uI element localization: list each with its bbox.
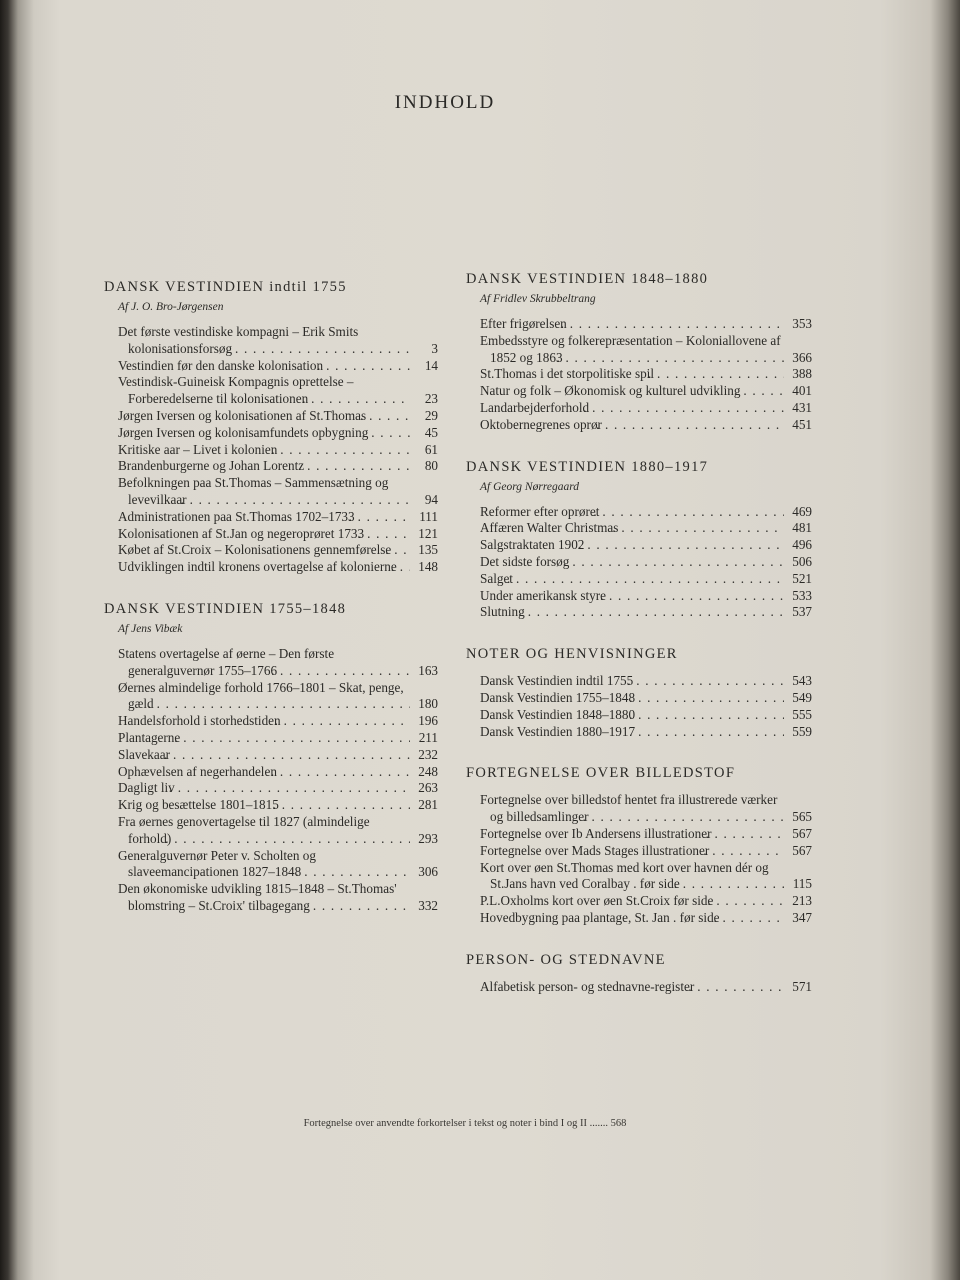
- entry-title: Alfabetisk person- og stednavne-register . . .: [480, 979, 784, 996]
- toc-section: [466, 270, 812, 434]
- toc-entry: [480, 383, 812, 400]
- entry-page-number: 567: [792, 825, 812, 841]
- entry-title: Kort over øen St.Thomas med kort over havnen dér og St.Jans havn ved Coralbay . før side . . .: [480, 860, 784, 894]
- toc-entry: [118, 408, 438, 425]
- toc-entry: [118, 764, 438, 781]
- entry-title: Dansk Vestindien 1848–1880 . . .: [480, 707, 784, 724]
- toc-entry: [118, 780, 438, 797]
- entry-page-number: 111: [419, 508, 438, 524]
- entry-page-number: 196: [418, 713, 438, 729]
- entry-page-number: 347: [792, 909, 812, 925]
- entry-page-number: 180: [418, 696, 438, 712]
- toc-entry: [480, 860, 812, 894]
- right-column: [466, 270, 812, 1020]
- toc-entry: [480, 504, 812, 521]
- entry-page-number: 571: [792, 978, 812, 994]
- entry-list: [480, 316, 812, 434]
- entry-list: [118, 646, 438, 915]
- toc-entry: [480, 554, 812, 571]
- entry-page-number: 521: [792, 570, 812, 586]
- toc-entry: [118, 713, 438, 730]
- toc-entry: [480, 417, 812, 434]
- entry-page-number: 211: [418, 729, 438, 745]
- entry-page-number: 45: [424, 424, 438, 440]
- entry-page-number: 306: [418, 864, 438, 880]
- toc-entry: [118, 509, 438, 526]
- entry-title: Dansk Vestindien 1880–1917 . . .: [480, 724, 784, 741]
- toc-entry: [480, 316, 812, 333]
- entry-page-number: 565: [792, 809, 812, 825]
- entry-page-number: 115: [792, 876, 812, 892]
- entry-page-number: 94: [424, 491, 438, 507]
- entry-page-number: 3: [431, 340, 438, 356]
- entry-page-number: 80: [424, 458, 438, 474]
- entry-title: St.Thomas i det storpolitiske spil . . .: [480, 366, 784, 383]
- entry-title: Jørgen Iversen og kolonisationen af St.Thomas . . .: [118, 408, 410, 425]
- entry-page-number: 559: [792, 723, 812, 739]
- entry-title: Fortegnelse over Mads Stages illustrationer . . .: [480, 843, 784, 860]
- toc-entry: [118, 848, 438, 882]
- toc-section: [466, 951, 812, 996]
- entry-title: Reformer efter oprøret . . .: [480, 504, 784, 521]
- entry-title: Hovedbygning paa plantage, St. Jan . før side . . .: [480, 910, 784, 927]
- toc-section: [104, 600, 438, 915]
- entry-page-number: 248: [418, 763, 438, 779]
- entry-title: P.L.Oxholms kort over øen St.Croix før side . . .: [480, 893, 784, 910]
- entry-title: Kritiske aar – Livet i kolonien . . .: [118, 442, 410, 459]
- section-author: Af Fridlev Skrubbeltrang: [480, 293, 596, 305]
- toc-entry: [118, 425, 438, 442]
- toc-entry: [118, 526, 438, 543]
- entry-list: [480, 504, 812, 622]
- entry-title: Handelsforhold i storhedstiden . . .: [118, 713, 410, 730]
- toc-entry: [480, 400, 812, 417]
- entry-page-number: 533: [792, 587, 812, 603]
- toc-entry: [118, 358, 438, 375]
- entry-page-number: 537: [792, 604, 812, 620]
- section-title: DANSK VESTINDIEN 1880–1917: [466, 458, 709, 475]
- entry-title: Øernes almindelige forhold 1766–1801 – Skat, penge, gæld . . .: [118, 680, 410, 714]
- entry-page-number: 481: [792, 520, 812, 536]
- toc-entry: [118, 646, 438, 680]
- entry-page-number: 332: [418, 897, 438, 913]
- entry-title: Krig og besættelse 1801–1815 . . .: [118, 797, 410, 814]
- entry-title: Befolkningen paa St.Thomas – Sammensætning og levevilkaar . . .: [118, 475, 410, 509]
- toc-entry: [118, 542, 438, 559]
- toc-entry: [480, 333, 812, 367]
- entry-title: Brandenburgerne og Johan Lorentz . . .: [118, 458, 410, 475]
- toc-entry: [480, 843, 812, 860]
- entry-page-number: 451: [792, 416, 812, 432]
- entry-title: Slavekaar . . .: [118, 747, 410, 764]
- entry-page-number: 121: [418, 525, 438, 541]
- toc-entry: [480, 910, 812, 927]
- entry-list: [480, 792, 812, 926]
- toc-entry: [118, 442, 438, 459]
- entry-title: Salgstraktaten 1902 . . .: [480, 537, 784, 554]
- toc-entry: [118, 374, 438, 408]
- entry-page-number: 388: [792, 366, 812, 382]
- toc-entry: [480, 707, 812, 724]
- entry-title: Kolonisationen af St.Jan og negeroprøret 1733 . . .: [118, 526, 410, 543]
- entry-title: Købet af St.Croix – Kolonisationens gennemførelse . . .: [118, 542, 410, 559]
- section-title: NOTER OG HENVISNINGER: [466, 646, 678, 663]
- entry-list: [480, 673, 812, 740]
- section-title: PERSON- OG STEDNAVNE: [466, 951, 666, 968]
- toc-entry: [480, 604, 812, 621]
- entry-list: [480, 979, 812, 996]
- entry-title: Slutning . . .: [480, 604, 784, 621]
- toc-entry: [480, 571, 812, 588]
- entry-title: Salget . . .: [480, 571, 784, 588]
- toc-entry: [118, 475, 438, 509]
- entry-page-number: 14: [424, 357, 438, 373]
- entry-title: Generalguvernør Peter v. Scholten og slaveemancipationen 1827–1848 . . .: [118, 848, 410, 882]
- toc-entry: [480, 893, 812, 910]
- toc-entry: [118, 797, 438, 814]
- toc-entry: [480, 366, 812, 383]
- entry-title: Natur og folk – Økonomisk og kulturel udvikling . . .: [480, 383, 784, 400]
- entry-title: Plantagerne . . .: [118, 730, 410, 747]
- toc-entry: [118, 747, 438, 764]
- entry-page-number: 401: [792, 383, 812, 399]
- entry-title: Jørgen Iversen og kolonisamfundets opbygning . . .: [118, 425, 410, 442]
- entry-title: Dagligt liv . . .: [118, 780, 410, 797]
- entry-title: Efter frigørelsen . . .: [480, 316, 784, 333]
- toc-entry: [480, 724, 812, 741]
- entry-page-number: 543: [792, 673, 812, 689]
- entry-title: Oktobernegrenes oprør . . .: [480, 417, 784, 434]
- entry-title: Under amerikansk styre . . .: [480, 588, 784, 605]
- entry-title: Dansk Vestindien indtil 1755 . . .: [480, 673, 784, 690]
- entry-title: Dansk Vestindien 1755–1848 . . .: [480, 690, 784, 707]
- entry-title: Affæren Walter Christmas . . .: [480, 520, 784, 537]
- left-column: [104, 278, 438, 939]
- entry-page-number: 232: [418, 746, 438, 762]
- entry-page-number: 293: [418, 830, 438, 846]
- entry-title: Det første vestindiske kompagni – Erik Smits kolonisationsforsøg . . .: [118, 324, 410, 358]
- entry-page-number: 469: [792, 503, 812, 519]
- toc-section: [466, 645, 812, 740]
- footer-note: Fortegnelse over anvendte forkortelser i tekst og noter i bind I og II ....... 568: [303, 1118, 627, 1129]
- entry-title: Den økonomiske udvikling 1815–1848 – St.Thomas' blomstring – St.Croix' tilbagegang . . .: [118, 881, 410, 915]
- section-title: FORTEGNELSE OVER BILLEDSTOF: [466, 765, 736, 782]
- toc-entry: [480, 673, 812, 690]
- toc-entry: [480, 588, 812, 605]
- entry-page-number: 263: [418, 780, 438, 796]
- toc-entry: [480, 792, 812, 826]
- toc-entry: [118, 680, 438, 714]
- section-title: DANSK VESTINDIEN 1848–1880: [466, 271, 709, 287]
- entry-title: Udviklingen indtil kronens overtagelse af kolonierne . . .: [118, 559, 410, 576]
- entry-page-number: 496: [792, 537, 812, 553]
- toc-entry: [118, 559, 438, 576]
- entry-title: Statens overtagelse af øerne – Den første generalguvernør 1755–1766 . . .: [118, 646, 410, 680]
- toc-entry: [118, 730, 438, 747]
- toc-entry: [480, 520, 812, 537]
- entry-title: Fortegnelse over billedstof hentet fra illustrerede værker og billedsamlinger . . .: [480, 792, 784, 826]
- toc-entry: [118, 458, 438, 475]
- toc-entry: [480, 826, 812, 843]
- entry-page-number: 353: [792, 316, 812, 331]
- entry-page-number: 163: [418, 662, 438, 678]
- entry-title: Fra øernes genovertagelse til 1827 (almindelige forhold) . . .: [118, 814, 410, 848]
- entry-title: Landarbejderforhold . . .: [480, 400, 784, 417]
- section-title: DANSK VESTINDIEN indtil 1755: [104, 279, 347, 295]
- entry-page-number: 148: [418, 559, 438, 575]
- section-author: Af Georg Nørregaard: [480, 480, 580, 493]
- section-author: Af J. O. Bro-Jørgensen: [118, 301, 224, 313]
- entry-page-number: 506: [792, 553, 812, 569]
- entry-title: Embedsstyre og folkerepræsentation – Koloniallovene af 1852 og 1863 . . .: [480, 333, 784, 367]
- toc-entry: [118, 324, 438, 358]
- entry-page-number: 431: [792, 399, 812, 415]
- entry-title: Vestindien før den danske kolonisation . . .: [118, 358, 410, 375]
- toc-section: [104, 278, 438, 576]
- entry-list: [118, 324, 438, 576]
- entry-page-number: 23: [424, 391, 438, 407]
- toc-entry: [118, 881, 438, 915]
- toc-entry: [480, 537, 812, 554]
- entry-page-number: 61: [424, 441, 438, 457]
- section-author: Af Jens Vibæk: [118, 622, 183, 635]
- toc-section: [466, 458, 812, 622]
- entry-page-number: 213: [792, 893, 812, 909]
- entry-page-number: 567: [792, 842, 812, 858]
- entry-page-number: 366: [792, 349, 812, 365]
- entry-title: Det sidste forsøg . . .: [480, 554, 784, 571]
- entry-page-number: 549: [792, 689, 812, 705]
- entry-page-number: 555: [792, 706, 812, 722]
- entry-page-number: 29: [424, 407, 438, 423]
- entry-page-number: 135: [418, 542, 438, 558]
- toc-entry: [118, 814, 438, 848]
- toc-entry: [480, 690, 812, 707]
- entry-title: Administrationen paa St.Thomas 1702–1733 . . .: [118, 509, 410, 526]
- entry-title: Ophævelsen af negerhandelen . . .: [118, 764, 410, 781]
- section-title: DANSK VESTINDIEN 1755–1848: [104, 600, 347, 617]
- entry-page-number: 281: [418, 797, 438, 813]
- entry-title: Vestindisk-Guineisk Kompagnis oprettelse – Forberedelserne til kolonisationen . . .: [118, 374, 410, 408]
- entry-title: Fortegnelse over Ib Andersens illustrationer . . .: [480, 826, 784, 843]
- toc-entry: [480, 979, 812, 996]
- page-title: INDHOLD: [394, 92, 496, 113]
- toc-section: [466, 764, 812, 926]
